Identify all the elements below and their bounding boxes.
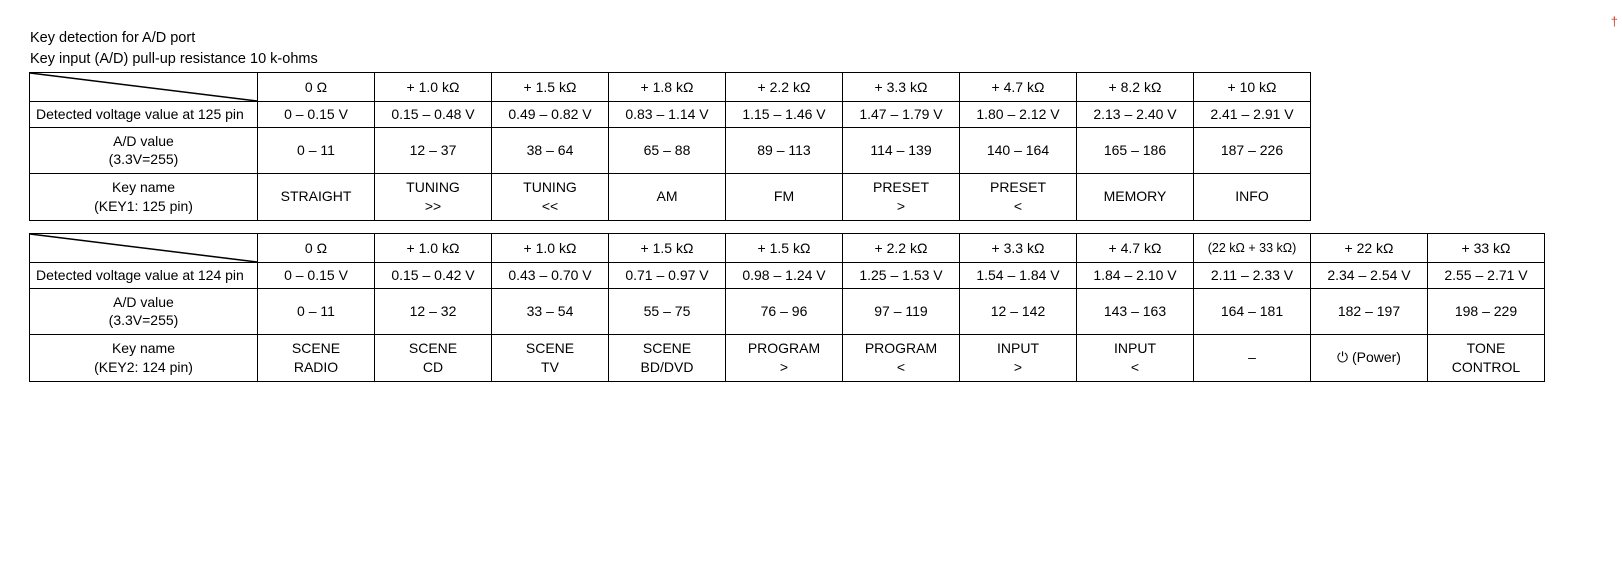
table2-ad-label-line1: A/D value xyxy=(113,293,174,310)
table2-ad-5: 97 – 119 xyxy=(843,288,960,334)
table2-resistance-7: + 4.7 kΩ xyxy=(1077,234,1194,263)
table2-key-7-line1: INPUT xyxy=(1114,340,1156,356)
table2-ad-4: 76 – 96 xyxy=(726,288,843,334)
table2-key-2-line1: SCENE xyxy=(525,340,575,356)
table2-ad-label xyxy=(30,288,258,334)
table-row xyxy=(30,263,1545,289)
table2-key-3-line2: BD/DVD xyxy=(640,358,694,375)
table2-resistance-2: + 1.0 kΩ xyxy=(492,234,609,263)
table2-ad-10: 198 – 229 xyxy=(1428,288,1545,334)
table2-voltage-label: Detected voltage value at 124 pin xyxy=(30,263,258,289)
table2-voltage-6: 1.54 – 1.84 V xyxy=(960,263,1077,289)
table1-resistance-8: + 10 kΩ xyxy=(1194,73,1311,102)
table2-voltage-9: 2.34 – 2.54 V xyxy=(1311,263,1428,289)
table1-key-6 xyxy=(960,173,1077,220)
table1-ad-label-line1: A/D value xyxy=(113,132,174,149)
table1-resistance-2: + 1.5 kΩ xyxy=(492,73,609,102)
table1-ad-label-line2: (3.3V=255) xyxy=(108,151,179,168)
table2-key-4-line2: > xyxy=(779,358,789,375)
table1-key-7-line1: MEMORY xyxy=(1103,188,1167,205)
table1-voltage-1: 0.15 – 0.48 V xyxy=(375,102,492,128)
table2-key-10 xyxy=(1428,334,1545,381)
table1-voltage-6: 1.80 – 2.12 V xyxy=(960,102,1077,128)
table1-key-8-line1: INFO xyxy=(1235,188,1269,205)
table2-key-10-line1: TONE xyxy=(1466,340,1506,356)
table2-key-4-line1: PROGRAM xyxy=(747,340,821,356)
table2-resistance-0: 0 Ω xyxy=(258,234,375,263)
table2-ad-6: 12 – 142 xyxy=(960,288,1077,334)
table2-voltage-8: 2.11 – 2.33 V xyxy=(1194,263,1311,289)
table2-corner-cell xyxy=(30,234,258,263)
table2-key-7-line2: < xyxy=(1130,358,1140,375)
table-row xyxy=(30,102,1311,128)
table2-ad-0: 0 – 11 xyxy=(258,288,375,334)
table1-key-4 xyxy=(726,173,843,220)
key1-detection-table xyxy=(29,72,1311,221)
table2-key-0-line2: RADIO xyxy=(293,358,339,375)
table2-key-2-line2: TV xyxy=(541,358,559,375)
table2-key-label-line2: (KEY2: 124 pin) xyxy=(94,358,193,375)
table2-voltage-2: 0.43 – 0.70 V xyxy=(492,263,609,289)
table1-voltage-label: Detected voltage value at 125 pin xyxy=(30,102,258,128)
table2-key-label xyxy=(30,334,258,381)
table1-ad-8: 187 – 226 xyxy=(1194,127,1311,173)
table2-resistance-9: + 22 kΩ xyxy=(1311,234,1428,263)
table1-key-1 xyxy=(375,173,492,220)
table-row xyxy=(30,73,1311,102)
table1-key-5-line2: > xyxy=(896,197,906,214)
table2-resistance-1: + 1.0 kΩ xyxy=(375,234,492,263)
table1-voltage-8: 2.41 – 2.91 V xyxy=(1194,102,1311,128)
table2-voltage-3: 0.71 – 0.97 V xyxy=(609,263,726,289)
table1-key-2 xyxy=(492,173,609,220)
table2-resistance-5: + 2.2 kΩ xyxy=(843,234,960,263)
table2-key-0-line1: SCENE xyxy=(291,340,341,356)
table2-key-2 xyxy=(492,334,609,381)
table1-resistance-1: + 1.0 kΩ xyxy=(375,73,492,102)
table1-key-1-line2: >> xyxy=(424,197,442,214)
table1-key-label-line1: Key name xyxy=(111,179,176,195)
table2-resistance-3: + 1.5 kΩ xyxy=(609,234,726,263)
table-row xyxy=(30,234,1545,263)
table2-ad-1: 12 – 32 xyxy=(375,288,492,334)
table2-key-9-line1: ⏻ (Power) xyxy=(1337,349,1401,366)
table1-ad-6: 140 – 164 xyxy=(960,127,1077,173)
table1-voltage-0: 0 – 0.15 V xyxy=(258,102,375,128)
table1-corner-cell xyxy=(30,73,258,102)
table2-key-5-line1: PROGRAM xyxy=(864,340,938,356)
table2-key-9 xyxy=(1311,334,1428,381)
table1-voltage-5: 1.47 – 1.79 V xyxy=(843,102,960,128)
table1-ad-5: 114 – 139 xyxy=(843,127,960,173)
table1-key-7 xyxy=(1077,173,1194,220)
table2-resistance-8: (22 kΩ + 33 kΩ) xyxy=(1194,234,1311,263)
table2-key-3-line1: SCENE xyxy=(642,340,692,356)
table2-key-1 xyxy=(375,334,492,381)
table1-ad-7: 165 – 186 xyxy=(1077,127,1194,173)
table1-key-label xyxy=(30,173,258,220)
table2-voltage-0: 0 – 0.15 V xyxy=(258,263,375,289)
diagonal-line-icon xyxy=(30,73,257,101)
table2-key-1-line1: SCENE xyxy=(408,340,458,356)
table1-ad-0: 0 – 11 xyxy=(258,127,375,173)
table2-key-1-line2: CD xyxy=(422,358,444,375)
table2-key-4 xyxy=(726,334,843,381)
table1-key-6-line1: PRESET xyxy=(989,179,1046,195)
table1-key-5-line1: PRESET xyxy=(872,179,929,195)
table1-key-0 xyxy=(258,173,375,220)
table1-key-3 xyxy=(609,173,726,220)
corner-mark: † xyxy=(1610,14,1618,29)
table1-ad-4: 89 – 113 xyxy=(726,127,843,173)
table2-key-3 xyxy=(609,334,726,381)
table2-ad-9: 182 – 197 xyxy=(1311,288,1428,334)
table2-resistance-4: + 1.5 kΩ xyxy=(726,234,843,263)
table1-voltage-4: 1.15 – 1.46 V xyxy=(726,102,843,128)
table2-key-6-line1: INPUT xyxy=(997,340,1039,356)
table1-resistance-6: + 4.7 kΩ xyxy=(960,73,1077,102)
table1-ad-2: 38 – 64 xyxy=(492,127,609,173)
table2-key-6 xyxy=(960,334,1077,381)
table1-key-label-line2: (KEY1: 125 pin) xyxy=(94,197,193,214)
table1-resistance-3: + 1.8 kΩ xyxy=(609,73,726,102)
key2-detection-table xyxy=(29,233,1545,382)
table1-ad-label xyxy=(30,127,258,173)
table2-voltage-7: 1.84 – 2.10 V xyxy=(1077,263,1194,289)
table2-ad-3: 55 – 75 xyxy=(609,288,726,334)
table2-key-8-line1: – xyxy=(1248,349,1256,366)
table2-ad-2: 33 – 54 xyxy=(492,288,609,334)
table2-resistance-10: + 33 kΩ xyxy=(1428,234,1545,263)
table2-key-8 xyxy=(1194,334,1311,381)
table1-resistance-5: + 3.3 kΩ xyxy=(843,73,960,102)
table2-key-label-line1: Key name xyxy=(111,340,176,356)
table-row xyxy=(30,173,1311,220)
table2-key-0 xyxy=(258,334,375,381)
table1-resistance-0: 0 Ω xyxy=(258,73,375,102)
table1-voltage-2: 0.49 – 0.82 V xyxy=(492,102,609,128)
table2-voltage-4: 0.98 – 1.24 V xyxy=(726,263,843,289)
table2-key-10-line2: CONTROL xyxy=(1451,358,1521,375)
table1-key-1-line1: TUNING xyxy=(406,179,460,195)
table2-resistance-6: + 3.3 kΩ xyxy=(960,234,1077,263)
table1-voltage-3: 0.83 – 1.14 V xyxy=(609,102,726,128)
table2-ad-7: 143 – 163 xyxy=(1077,288,1194,334)
table1-resistance-4: + 2.2 kΩ xyxy=(726,73,843,102)
table1-key-6-line2: < xyxy=(1013,197,1023,214)
table1-key-8 xyxy=(1194,173,1311,220)
table1-key-3-line1: AM xyxy=(656,188,678,205)
table1-key-4-line1: FM xyxy=(773,188,795,205)
table2-voltage-1: 0.15 – 0.42 V xyxy=(375,263,492,289)
table1-key-2-line1: TUNING xyxy=(523,179,577,195)
table1-ad-1: 12 – 37 xyxy=(375,127,492,173)
table2-key-6-line2: > xyxy=(1013,358,1023,375)
table1-key-0-line1: STRAIGHT xyxy=(280,188,352,205)
table1-resistance-7: + 8.2 kΩ xyxy=(1077,73,1194,102)
table-row xyxy=(30,127,1311,173)
table2-ad-label-line2: (3.3V=255) xyxy=(108,312,179,329)
table-row xyxy=(30,288,1545,334)
table-row xyxy=(30,334,1545,381)
page-title: Key detection for A/D port xyxy=(30,30,196,46)
table1-ad-3: 65 – 88 xyxy=(609,127,726,173)
table2-key-5 xyxy=(843,334,960,381)
diagonal-line-icon xyxy=(30,234,257,262)
table2-key-7 xyxy=(1077,334,1194,381)
table2-key-5-line2: < xyxy=(896,358,906,375)
table1-voltage-7: 2.13 – 2.40 V xyxy=(1077,102,1194,128)
table2-ad-8: 164 – 181 xyxy=(1194,288,1311,334)
table2-voltage-5: 1.25 – 1.53 V xyxy=(843,263,960,289)
page-subtitle: Key input (A/D) pull-up resistance 10 k-ohms xyxy=(30,51,318,67)
table2-voltage-10: 2.55 – 2.71 V xyxy=(1428,263,1545,289)
table1-key-5 xyxy=(843,173,960,220)
table1-key-2-line2: << xyxy=(541,197,559,214)
